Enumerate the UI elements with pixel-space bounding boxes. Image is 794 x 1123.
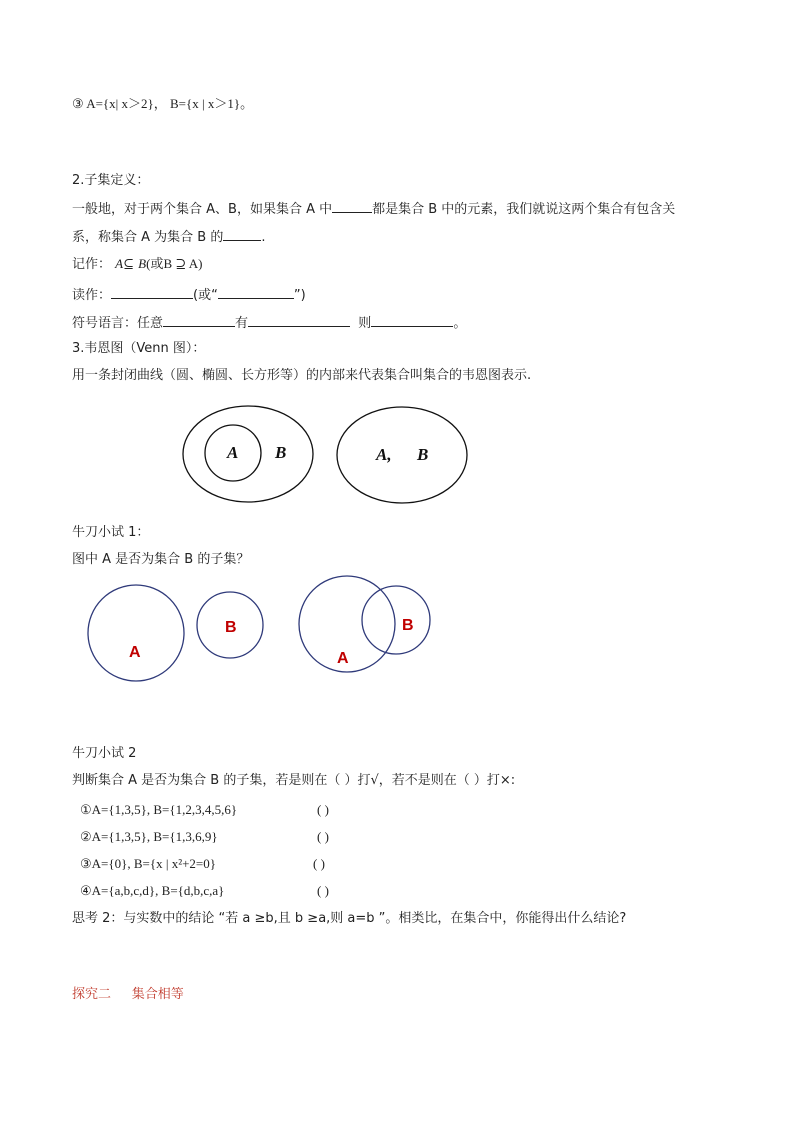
try2-item-1 [80, 801, 237, 819]
def-line2-text: 系，称集合 A 为集合 B 的 [72, 230, 224, 245]
venn2-label-b: B [417, 445, 429, 464]
notation-label: 记作： [72, 257, 112, 272]
try2-item-2 [80, 828, 218, 846]
venn1-label-a: A [227, 443, 239, 462]
try2-item-3 [80, 855, 216, 873]
example-3-marker: ③ [72, 96, 84, 111]
symbol-have: 有 [235, 316, 249, 331]
try2-item-4 [80, 882, 224, 900]
symbol-then: 则 [358, 316, 372, 331]
try2-instruction: 判断集合 A 是否为集合 B 的子集，若是则在（ ）打√，若不是则在（ ）打×: [72, 773, 516, 788]
try1-separate-label-b: B [225, 619, 237, 636]
venn-outer-ellipse-b [183, 406, 313, 502]
try2-item-3-text: ③A={0}, B={x | x²+2=0} [80, 856, 216, 871]
try1-overlap-label-a: A [337, 650, 349, 667]
subset-title: 2.子集定义： [72, 173, 150, 188]
explore2-label: 探究二 [72, 987, 112, 1002]
subset-symbol: ⊆ [123, 256, 135, 271]
venn1-label-b: B [275, 443, 287, 462]
try1-title: 牛刀小试 1： [72, 525, 150, 540]
try2-item-2-text: ②A={1,3,5}, B={1,3,6,9} [80, 829, 218, 844]
explore2-title: 集合相等 [131, 987, 184, 1002]
try2-item-2-paren[interactable]: ( ) [317, 829, 329, 844]
def-text-2: 都是集合 B 中的元素，我们就说这两个集合有包含关 [372, 202, 676, 217]
notation-b: B [138, 256, 147, 271]
try1-question: 图中 A 是否为集合 B 的子集？ [72, 552, 250, 567]
explore2-heading [72, 986, 184, 1004]
venn-description: 用一条封闭曲线（圆、椭圆、长方形等）的内部来代表集合叫集合的韦恩图表示. [72, 368, 532, 383]
venn-equal-ellipse [337, 407, 467, 503]
try1-overlap-label-b: B [402, 617, 414, 634]
try2-item-4-paren[interactable]: ( ) [317, 883, 329, 898]
symbol-label: 符号语言：任意 [72, 316, 164, 331]
reading-end: ”) [293, 288, 306, 303]
try2-item-4-text: ④A={a,b,c,d}, B={d,b,c,a} [80, 883, 225, 898]
notation-a: A [115, 256, 124, 271]
venn-title: 3.韦恩图（Venn 图）： [72, 341, 206, 356]
notation-alt: (或B ⊇ A) [146, 256, 203, 271]
try1-circle-b-overlap [362, 586, 430, 654]
reading-label: 读作： [72, 288, 112, 303]
try2-item-1-paren[interactable]: ( ) [317, 802, 329, 817]
def-line2-end: . [261, 230, 266, 245]
venn2-label-a: A, [376, 445, 392, 464]
think2-question: 思考 2：与实数中的结论 “若 a ≥b,且 b ≥a,则 a=b ”。相类比，在集合中，你能得出什么结论? [72, 911, 627, 926]
try1-separate-label-a: A [129, 644, 141, 661]
try2-item-3-paren[interactable]: ( ) [313, 856, 325, 871]
def-text-1: 一般地，对于两个集合 A、B，如果集合 A 中 [72, 202, 333, 217]
reading-mid: (或“ [193, 288, 218, 303]
example-3-text: A={x| x＞2}， B={x | x＞1}。 [83, 96, 254, 111]
try2-title: 牛刀小试 2 [72, 746, 137, 761]
symbol-end: 。 [453, 316, 467, 331]
try1-circle-a-separate [88, 585, 184, 681]
try2-item-1-text: ①A={1,3,5}, B={1,2,3,4,5,6} [80, 802, 238, 817]
